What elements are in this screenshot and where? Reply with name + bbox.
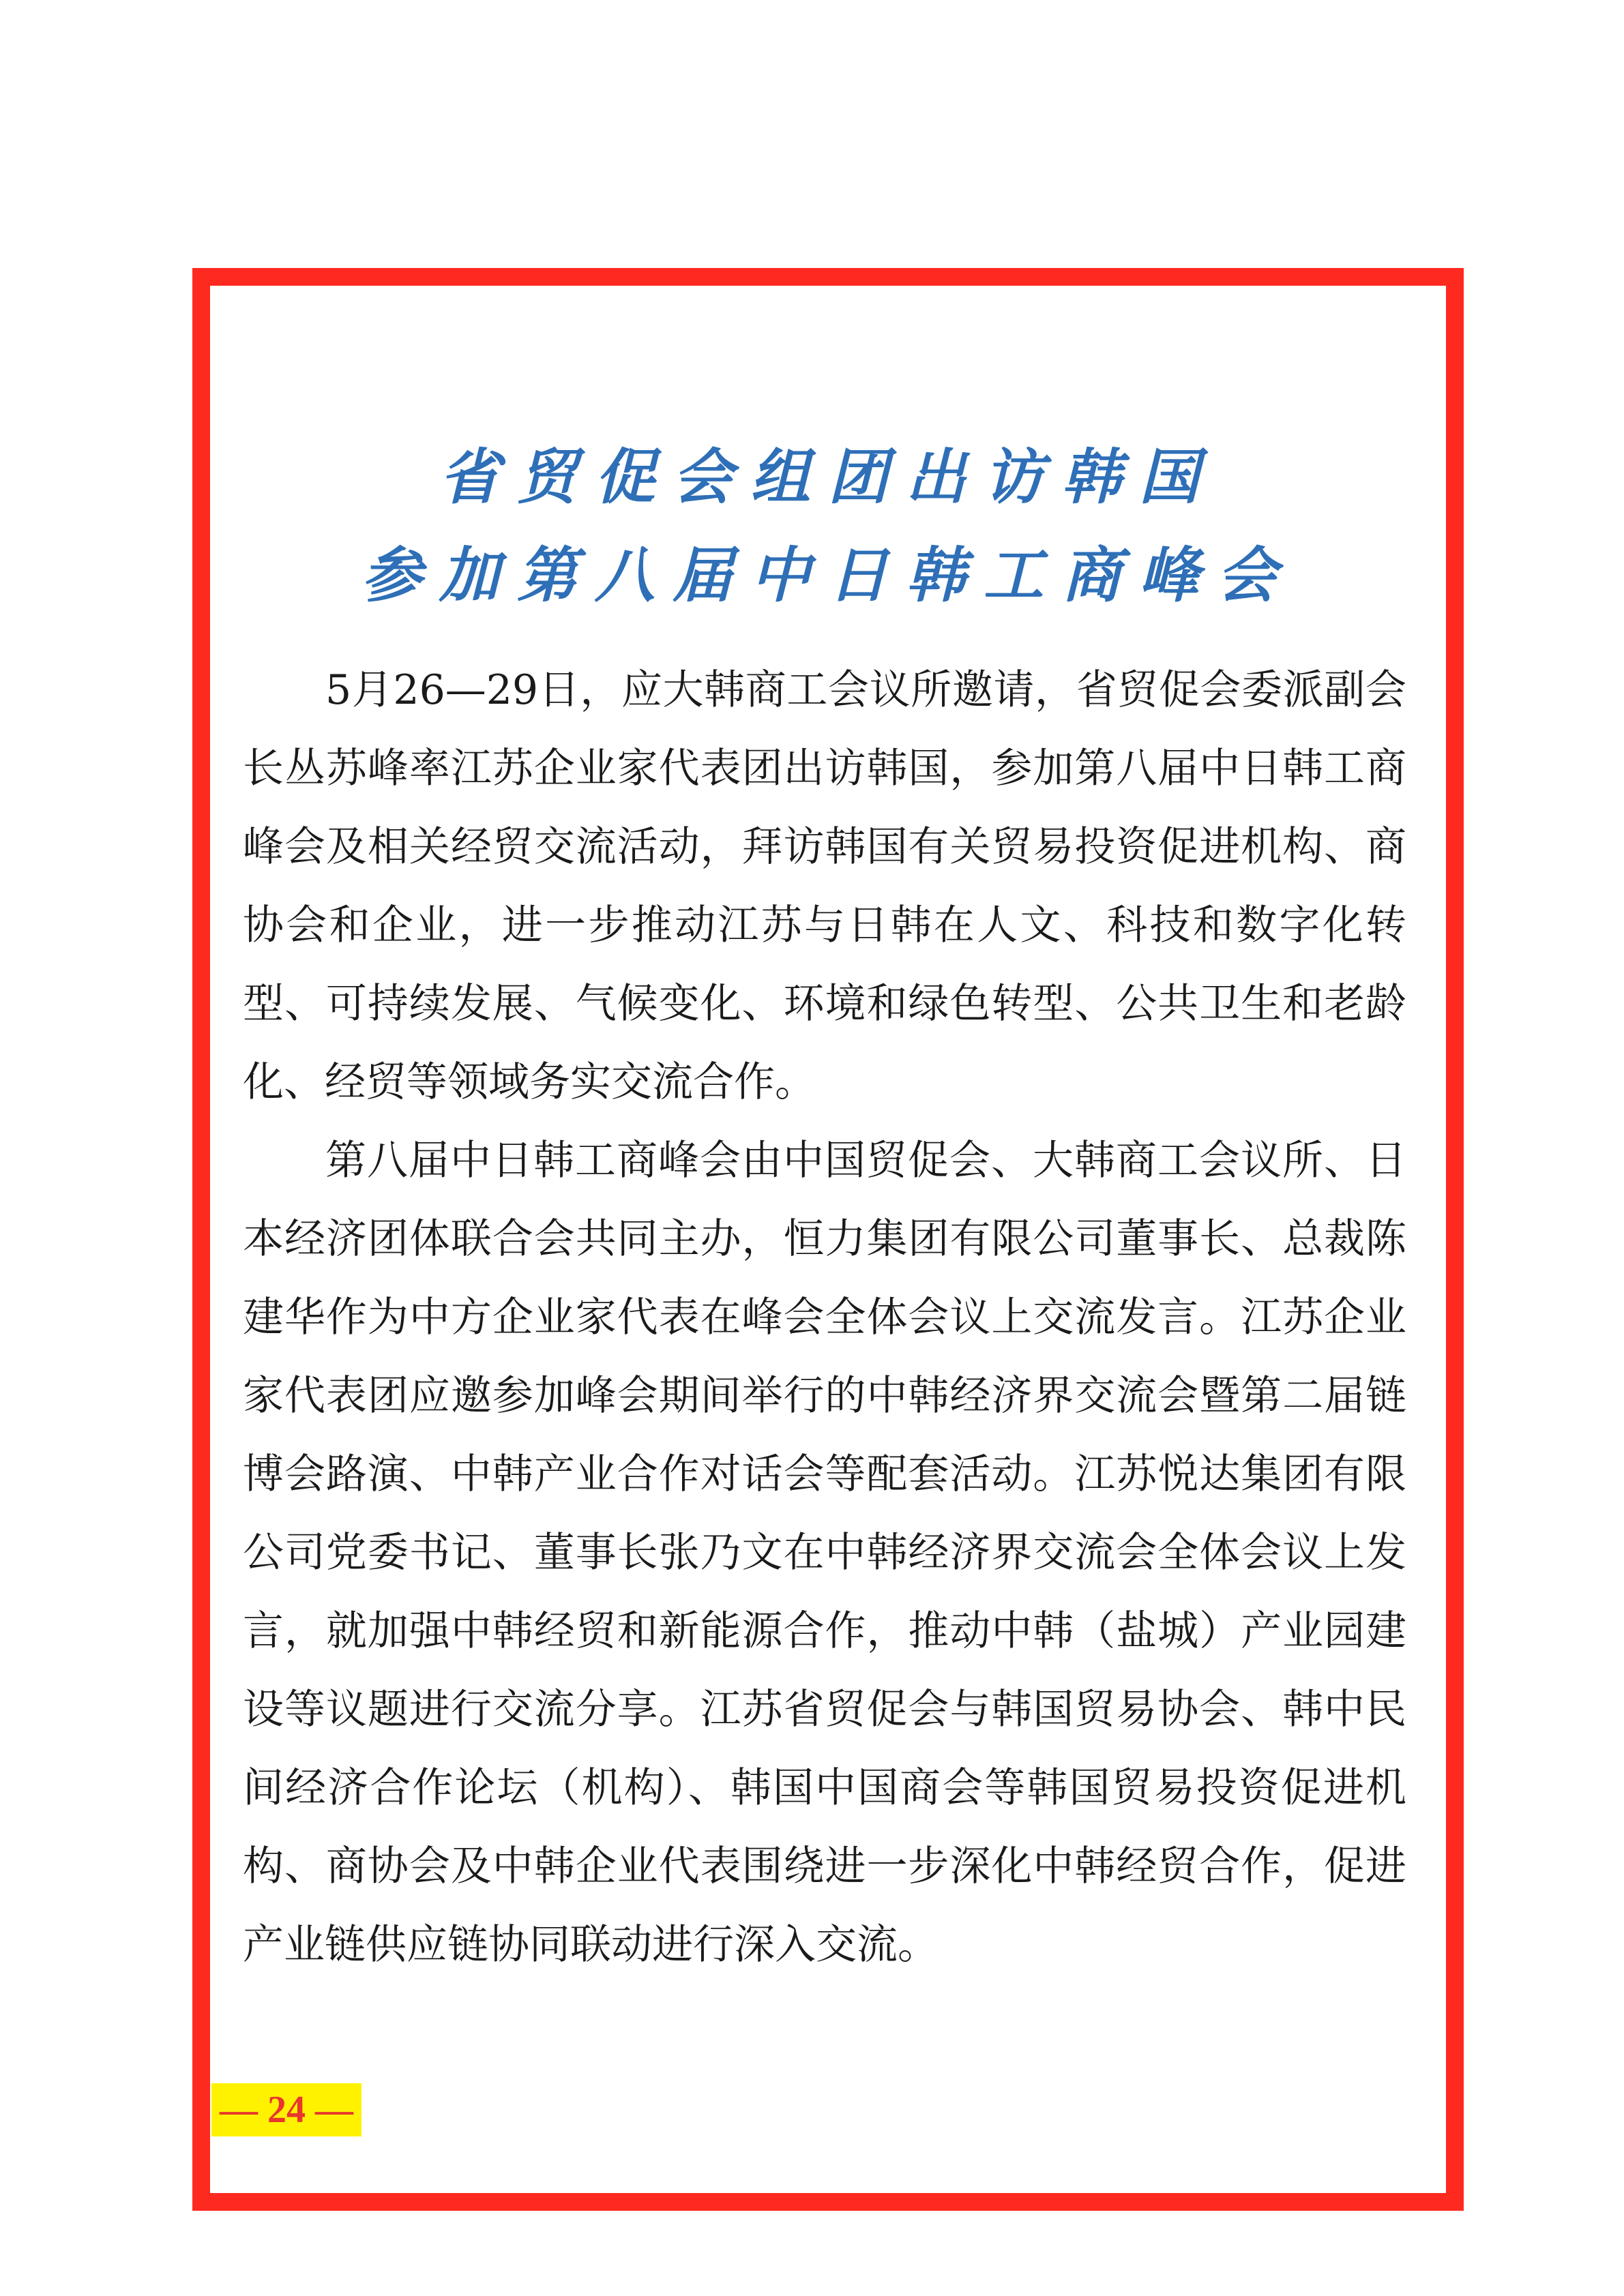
article-body [243,651,1406,1984]
page-frame [192,268,1464,2211]
title-line-1: 省贸促会组团出访韩国 [439,441,1217,512]
paragraph-1: 5月26—29日，应大韩商工会议所邀请，省贸促会委派副会长丛苏峰率江苏企业家代表团出访韩国，参加第八届中日韩工商峰会及相关经贸交流活动，拜访韩国有关贸易投资促进机构、商协会和企业，进一步推动江苏与日韩在人文、科技和数字化转型、可持续发展、气候变化、环境和绿色转型、公共卫生和老龄化、经贸等领域务实交流合作。 [243,666,1406,1106]
paragraph-2: 第八届中日韩工商峰会由中国贸促会、大韩商工会议所、日本经济团体联合会共同主办，恒力集团有限公司董事长、总裁陈建华作为中方企业家代表在峰会全体会议上交流发言。江苏企业家代表团应邀参加峰会期间举行的中韩经济界交流会暨第二届链博会路演、中韩产业合作对话会等配套活动。江苏悦达集团有限公司党委书记、董事长张乃文在中韩经济界交流会全体会议上发言，就加强中韩经贸和新能源合作，推动中韩（盐城）产业园建设等议题进行交流分享。江苏省贸促会与韩国贸易协会、韩中民间经济合作论坛（机构）、韩国中国商会等韩国贸易投资促进机构、商协会及中韩企业代表围绕进一步深化中韩经贸合作，促进产业链供应链协同联动进行深入交流。 [243,1137,1406,1969]
title-line-2: 参加第八届中日韩工商峰会 [361,539,1295,610]
page-number: — 24 — [211,2083,361,2136]
